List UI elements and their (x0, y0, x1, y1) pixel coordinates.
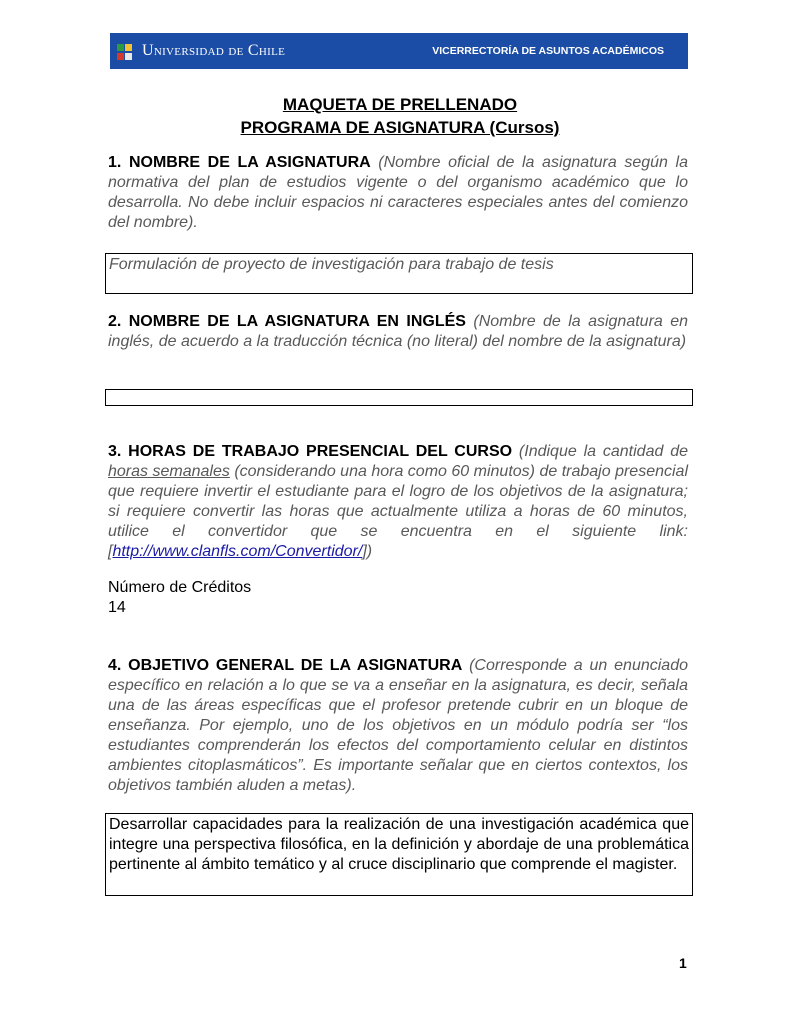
section-2-hint: (Nombre de la asignatura en inglés, de acuerdo a la traducción técnica (no literal) del nombre de la asignatura) (108, 313, 688, 350)
section-1-hint: (Nombre oficial de la asignatura según la normativa del plan de estudios vigente o del organismo académico que lo desarrolla. No debe incluir espacios ni caracteres especiales antes del comienzo del nombre). (108, 154, 689, 231)
credits (108, 578, 688, 618)
course-name-field[interactable] (105, 253, 693, 294)
general-objective-field[interactable] (105, 813, 693, 896)
section-4-hint: (Corresponde a un enunciado específico en relación a lo que se va a enseñar en la asignatura, es decir, señala una de las áreas específicas que el profesor pretende cubrir en un bloque de enseñanza. Por ejemplo, uno de los objetivos en un módulo podría ser “los estudiantes comprenderán los efectos del comportamiento celular en distintos ambientes citoplasmáticos”. Es importante señalar que en ciertos contextos, los objetivos también aluden a metas). (108, 657, 688, 794)
section-2-heading: 2. NOMBRE DE LA ASIGNATURA EN INGLÉS (108, 313, 466, 330)
weekly-hours-emphasis: horas semanales (108, 463, 230, 480)
converter-link[interactable]: http://www.clanfls.com/Convertidor/ (112, 543, 363, 560)
document-title (0, 93, 800, 139)
unit-name: VICERRECTORÍA DE ASUNTOS ACADÉMICOS (432, 45, 664, 57)
section-1-description (108, 153, 688, 233)
university-logo-icon (117, 38, 133, 65)
credits-label: Número de Créditos (108, 579, 252, 596)
title-line-2: PROGRAMA DE ASIGNATURA (Cursos) (240, 118, 560, 137)
section-1-heading: 1. NOMBRE DE LA ASIGNATURA (108, 154, 371, 171)
general-objective-value: Desarrollar capacidades para la realización de una investigación académica que integre una perspectiva filosófica, en la definición y abordaje de una problemática pertinente al ámbito temático y al cruce disciplinario que comprende el magister. (109, 816, 689, 873)
page-number: 1 (679, 955, 687, 971)
course-name-value: Formulación de proyecto de investigación para trabajo de tesis (109, 256, 554, 273)
header-banner (110, 33, 688, 69)
section-3-hint: (Indique la cantidad de horas semanales (considerando una hora como 60 minutos) de trabajo presencial que requiere invertir el estudiante para el logro de los objetivos de la asignatura; si requiere convertir las horas que actualmente utiliza a horas de 60 minutos, utilice el convertidor que se encuentra en el siguiente link: [http://www.clanfls.com/Convertidor/]) (108, 443, 689, 560)
section-3-description (108, 442, 688, 562)
english-name-field[interactable] (105, 389, 693, 406)
section-3-heading: 3. HORAS DE TRABAJO PRESENCIAL DEL CURSO (108, 443, 513, 460)
section-2-description (108, 312, 688, 352)
section-4-description (108, 656, 688, 796)
university-name: Universidad de Chile (142, 42, 286, 59)
credits-value: 14 (108, 599, 126, 616)
section-4-heading: 4. OBJETIVO GENERAL DE LA ASIGNATURA (108, 657, 463, 674)
title-line-1: MAQUETA DE PRELLENADO (282, 95, 518, 114)
